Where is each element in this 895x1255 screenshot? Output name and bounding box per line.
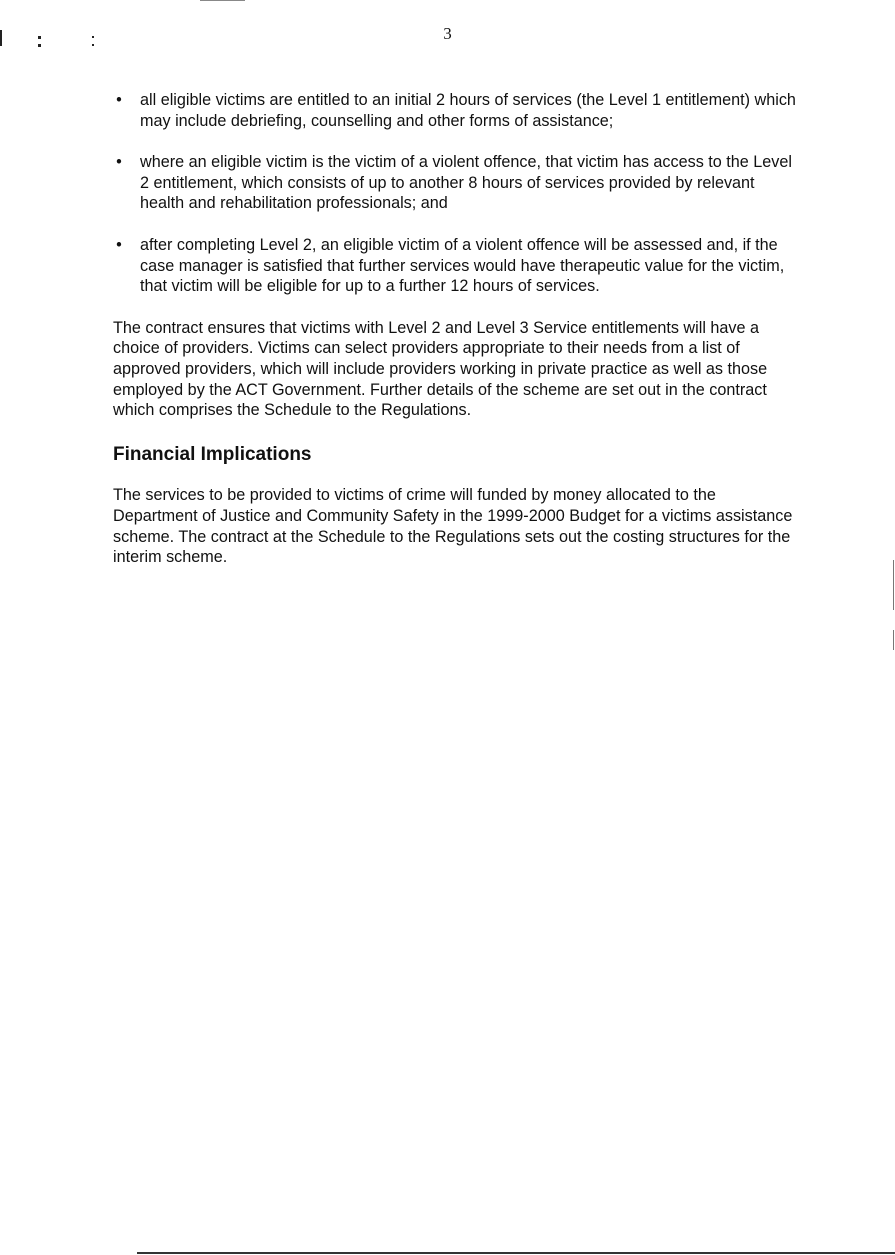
bullet-icon: • — [116, 91, 122, 109]
contract-paragraph: The contract ensures that victims with Level 2 and Level 3 Service entitlements will have a choice of providers. Victims can select providers appropriate to their needs from a list of approved providers, which will include providers working in private practice as well as those employed by the ACT Government. Further details of the scheme are set out in the contract which comprises the Schedule to the Regulations. — [113, 318, 768, 420]
scan-mark — [92, 44, 94, 46]
scan-edge — [200, 0, 245, 1]
scan-mark — [38, 44, 41, 47]
list-item-text: after completing Level 2, an eligible victim of a violent offence will be assessed and, if the case manager is satisfied that further services would have therapeutic value for the victim, that victim will be eligible for up to a further 12 hours of services. — [140, 235, 785, 296]
list-item-text: all eligible victims are entitled to an initial 2 hours of services (the Level 1 entitlement) which may include debriefing, counselling and other forms of assistance; — [140, 91, 796, 130]
scan-edge — [893, 560, 894, 610]
list-item — [113, 235, 803, 297]
scan-edge — [137, 1252, 895, 1254]
entitlement-list — [113, 90, 803, 297]
document-body — [113, 90, 803, 568]
list-item — [113, 90, 803, 131]
scan-edge — [893, 630, 894, 650]
bullet-icon: • — [116, 235, 122, 254]
section-heading: Financial Implications — [113, 443, 312, 465]
page-number: 3 — [443, 24, 452, 43]
list-item-text: where an eligible victim is the victim of a violent offence, that victim has access to the Level 2 entitlement, which consists of up to another 8 hours of services provided by relevant health and rehabilitation professionals; and — [140, 153, 793, 213]
list-item — [113, 152, 803, 214]
bullet-icon: • — [116, 153, 122, 172]
financial-paragraph: The services to be provided to victims of crime will funded by money allocated to the Department of Justice and Community Safety in the 1999-2000 Budget for a victims assistance scheme. The contract at the Schedule to the Regulations sets out the costing structures for the interim scheme. — [113, 486, 793, 567]
